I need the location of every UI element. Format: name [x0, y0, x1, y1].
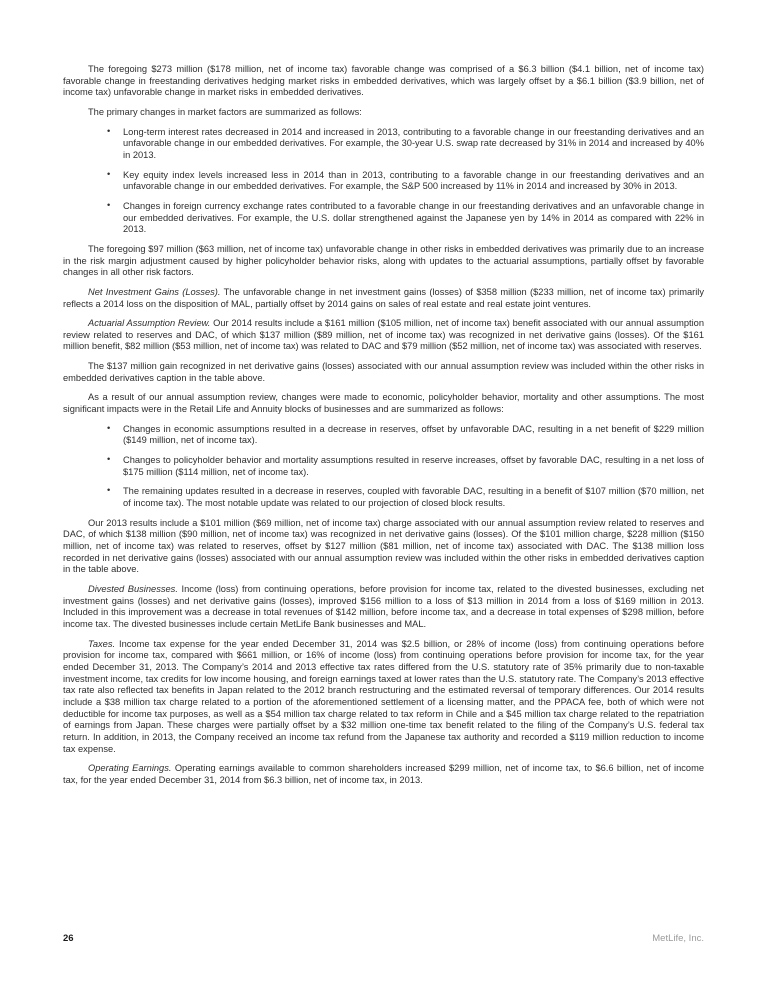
paragraph-text: Income tax expense for the year ended December 31, 2014 was $2.5 billion, or 28% of income (loss) from continuing operations before provision for income tax, compared with $661 million, or 16% of income (loss) from continuing operations before provision for income tax, for the year ended December 31, 2013. The Company’s 2014 and 2013 effective tax rates differed from the U.S. statutory rate of 35% primarily due to non-taxable investment income, tax credits for low income housing, and foreign earnings taxed at lower rates than the U.S. statutory rate. The Company’s 2013 effective tax rate also reflected tax benefits in Japan related to the 2012 branch restructuring and the estimated reversal of temporary differences. Our 2014 results include a $38 million tax charge related to a portion of the aforementioned settlement of a licensing matter, and the PPACA fee, both of which were not deductible for income tax purposes, as well as a $54 million tax charge related to tax reform in Chile and a $45 million tax charge related to the repatriation of earnings from Japan. These charges were partially offset by a $32 million one-time tax benefit related to the filing of the Company’s U.S. federal tax return. In addition, in 2013, the Company received an income tax refund from the Japanese tax authority and recorded a $119 million reduction to income tax expense. [63, 638, 704, 754]
paragraph-text: The foregoing $97 million ($63 million, net of income tax) unfavorable change in other risks in embedded derivatives was primarily due to an increase in the risk margin adjustment caused by higher policyholder behavior risks, along with updates to the actuarial assumptions, partially offset by favorable changes in all other risk factors. [63, 243, 704, 278]
paragraph-foregoing-97 [63, 244, 704, 279]
list-item [63, 170, 704, 193]
bullet-text: Changes to policyholder behavior and mortality assumptions resulted in reserve increases, offset by favorable DAC, resulting in a net loss of $175 million ($114 million, net of income tax). [123, 455, 704, 477]
bullet-text: The remaining updates resulted in a decrease in reserves, coupled with favorable DAC, resulting in a benefit of $107 million ($70 million, net of income tax). The most notable update was related to our projection of closed block results. [123, 486, 704, 509]
assumption-impacts-list [63, 424, 704, 510]
paragraph-text: The foregoing $273 million ($178 million, net of income tax) favorable change was comprised of a $6.3 billion ($4.1 billion, net of income tax) favorable change in freestanding derivatives hedging market risks in embedded derivatives, which was largely offset by a $6.1 billion ($3.9 billion, net of income tax) unfavorable change in market risks in embedded derivatives. [63, 64, 704, 98]
bullet-text: Changes in foreign currency exchange rates contributed to a favorable change in our freestanding derivatives and an unfavorable change in our embedded derivatives. For example, the U.S. dollar strengthened against the Japanese yen by 14% in 2014 as compared with 22% in 2013. [123, 200, 704, 235]
paragraph-lead: Actuarial Assumption Review. [88, 318, 211, 329]
paragraph-actuarial-assumption-review [63, 318, 704, 353]
list-item [63, 127, 704, 162]
paragraph-text: Our 2013 results include a $101 million ($69 million, net of income tax) charge associated with our annual assumption review related to reserves and DAC, of which $138 million ($90 million, net of income tax) was recognized in net derivative gains (losses). Of the $101 million charge, $228 million ($150 million, net of income tax) was related to reserves, offset by $127 million ($81 million, net of income tax) associated with DAC. The $138 million loss recorded in net derivative gains (losses) associated with our annual assumption review was included within the other risks in embedded derivatives caption in the table above. [63, 517, 704, 575]
company-name: MetLife, Inc. [652, 933, 704, 944]
bullet-icon: • [107, 422, 111, 433]
paragraph-assumption-review-changes [63, 392, 704, 415]
list-item [63, 424, 704, 447]
paragraph-lead: Net Investment Gains (Losses). [88, 286, 221, 297]
list-item [63, 201, 704, 236]
bullet-icon: • [107, 454, 111, 465]
paragraph-lead: Divested Businesses. [88, 583, 178, 594]
paragraph-lead: Operating Earnings. [88, 763, 172, 774]
paragraph-taxes [63, 639, 704, 756]
bullet-text: Changes in economic assumptions resulted in a decrease in reserves, offset by unfavorable DAC, resulting in a net benefit of $229 million ($149 million, net of income tax). [123, 423, 704, 446]
bullet-icon: • [107, 125, 111, 136]
page-footer [63, 933, 704, 944]
bullet-icon: • [107, 199, 111, 210]
paragraph-operating-earnings [63, 763, 704, 786]
paragraph-text: Operating earnings available to common shareholders increased $299 million, net of income tax, to $6.6 billion, net of income tax, for the year ended December 31, 2014 from $6.3 billion, net of income tax, in 2013. [63, 763, 704, 785]
paragraph-137-gain [63, 361, 704, 384]
market-factors-list [63, 127, 704, 236]
paragraph-text: The primary changes in market factors are summarized as follows: [88, 106, 362, 117]
paragraph-text: Income (loss) from continuing operations, before provision for income tax, related to the divested businesses, excluding net investment gains (losses) and net derivative gains (losses), improved $156 million to a loss of $13 million in 2014 from a loss of $169 million in 2013. Included in this improvement was a decrease in total revenues of $142 million, before income tax, and a decrease in total expenses of $298 million, before income tax. The divested businesses include certain MetLife Bank businesses and MAL. [63, 583, 704, 629]
paragraph-text: As a result of our annual assumption review, changes were made to economic, policyholder behavior, mortality and other assumptions. The most significant impacts were in the Retail Life and Annuity blocks of businesses and are summarized as follows: [63, 392, 704, 415]
paragraph-net-investment-gains [63, 287, 704, 310]
list-item [63, 455, 704, 478]
paragraph-text: The $137 million gain recognized in net derivative gains (losses) associated with our annual assumption review was included within the other risks in embedded derivatives caption in the table above. [63, 361, 704, 383]
paragraph-divested-businesses [63, 584, 704, 631]
paragraph-lead: Taxes. [88, 638, 116, 649]
page-number: 26 [63, 933, 74, 944]
paragraph-text: The unfavorable change in net investment gains (losses) of $358 million ($233 million, net of income tax) primarily reflects a 2014 loss on the disposition of MAL, partially offset by 2014 gains on sales of real estate and real estate joint ventures. [63, 286, 704, 309]
paragraph-text: Our 2014 results include a $161 million ($105 million, net of income tax) benefit associated with our annual assumption review related to reserves and DAC, of which $137 million ($89 million, net of income tax) was recognized in net derivative gains (losses). Of the $161 million benefit, $82 million ($53 million, net of income tax) was related to DAC and $79 million ($52 million, net of income tax) was associated with reserves. [63, 318, 704, 352]
bullet-icon: • [107, 485, 111, 496]
paragraph-2013-results [63, 518, 704, 576]
paragraph-primary-changes [63, 107, 704, 119]
list-item [63, 486, 704, 509]
bullet-text: Long-term interest rates decreased in 2014 and increased in 2013, contributing to a favorable change in our freestanding derivatives and an unfavorable change in our embedded derivatives. For example, the 30-year U.S. swap rate decreased by 31% in 2014 and increased by 40% in 2013. [123, 126, 704, 160]
bullet-text: Key equity index levels increased less in 2014 than in 2013, contributing to a favorable change in our freestanding derivatives and an unfavorable change in our embedded derivatives. For example, the S&P 500 increased by 11% in 2014 and increased by 30% in 2013. [123, 169, 704, 192]
bullet-icon: • [107, 168, 111, 179]
paragraph-foregoing-273 [63, 64, 704, 99]
page-content [63, 64, 704, 794]
